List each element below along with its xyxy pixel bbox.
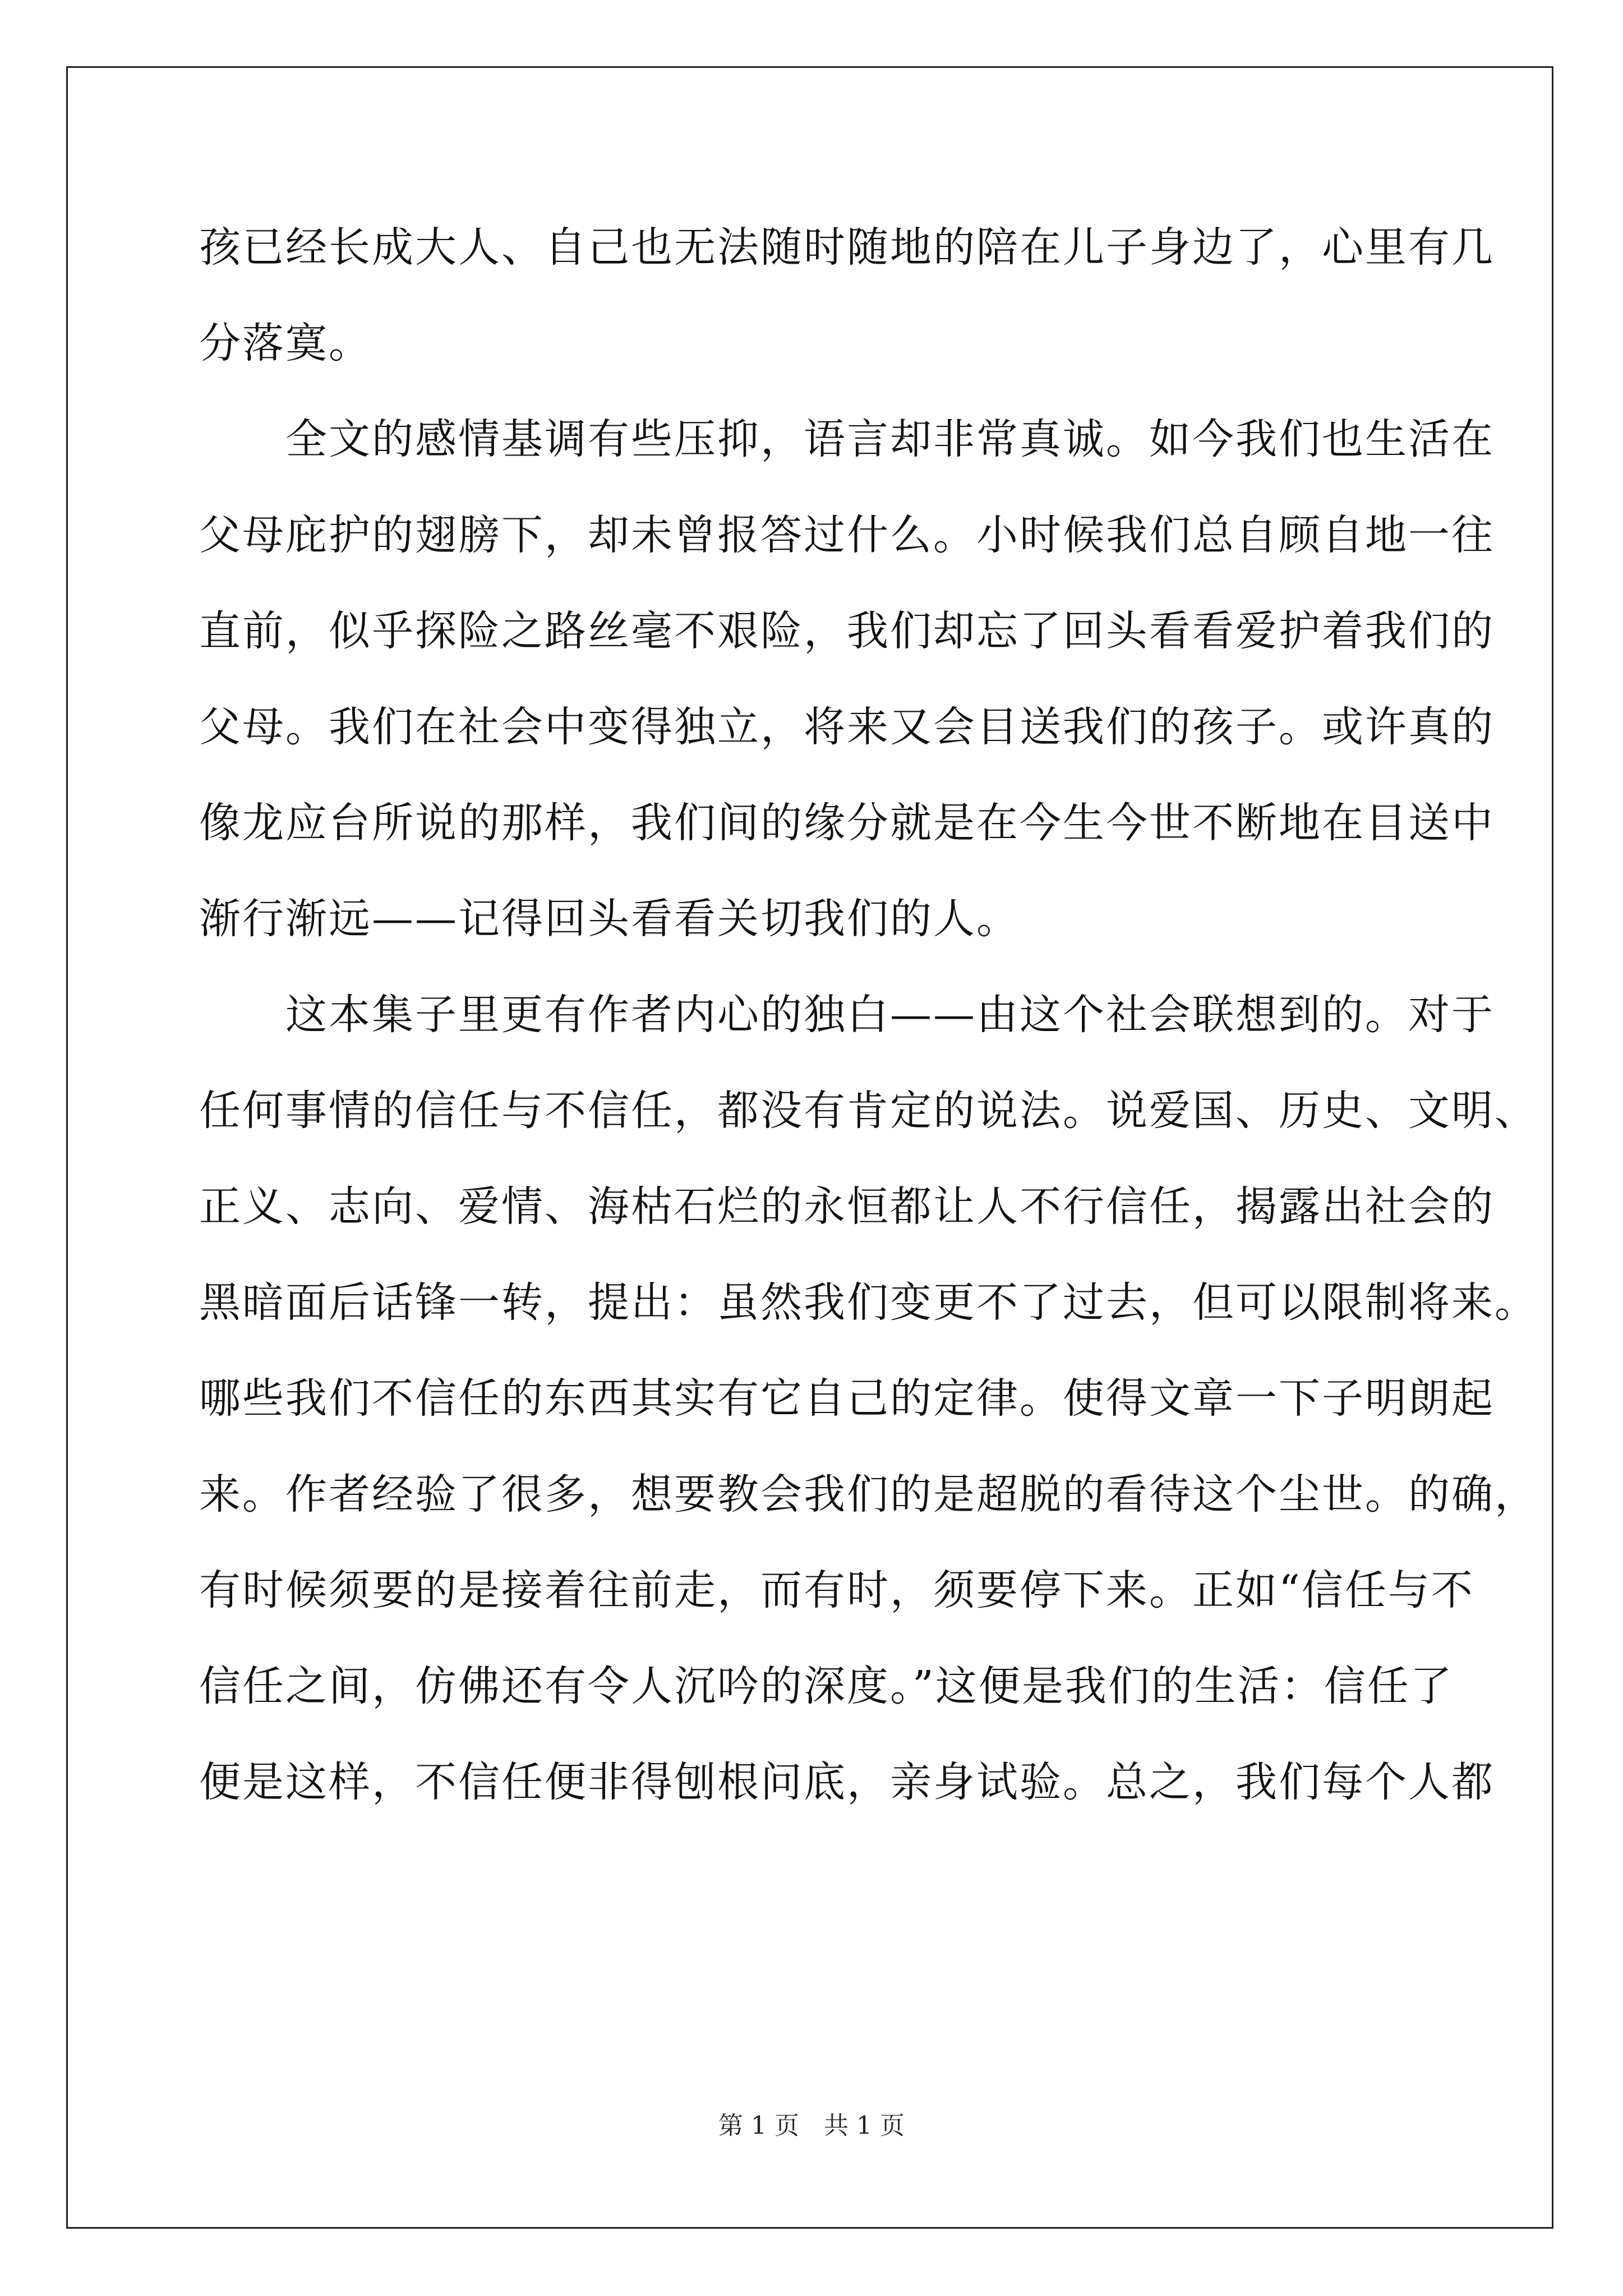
text-line: 黑暗面后话锋一转，提出：虽然我们变更不了过去，但可以限制将来。 (199, 1278, 1538, 1327)
text-line: 正义、志向、爱情、海枯石烂的永恒都让人不行信任，揭露出社会的 (199, 1182, 1495, 1231)
text-line: 直前，似乎探险之路丝毫不艰险，我们却忘了回头看看爱护着我们的 (199, 607, 1495, 655)
text-line: 任何事情的信任与不信任，都没有肯定的说法。说爱国、历史、文明、 (199, 1087, 1538, 1135)
text-line: 全文的感情基调有些压抑，语言却非常真诚。如今我们也生活在 (199, 415, 1495, 463)
text-line: 有时候须要的是接着往前走，而有时，须要停下来。正如“信任与不 (199, 1566, 1474, 1614)
text-line: 这本集子里更有作者内心的独白——由这个社会联想到的。对于 (199, 991, 1495, 1039)
text-line: 便是这样，不信任便非得刨根问底，亲身试验。总之，我们每个人都 (199, 1758, 1495, 1806)
page-footer: 第 1 页 共 1 页 (718, 2111, 905, 2140)
page-border (66, 66, 1553, 2229)
text-line: 父母庇护的翅膀下，却未曾报答过什么。小时候我们总自顾自地一往 (199, 511, 1495, 559)
text-line: 分落寞。 (199, 319, 372, 367)
text-line: 父母。我们在社会中变得独立，将来又会目送我们的孩子。或许真的 (199, 703, 1495, 751)
text-line: 像龙应台所说的那样，我们间的缘分就是在今生今世不断地在目送中 (199, 799, 1495, 847)
text-line: 来。作者经验了很多，想要教会我们的是超脱的看待这个尘世。的确， (199, 1470, 1538, 1519)
text-line: 孩已经长成大人、自己也无法随时随地的陪在儿子身边了，心里有几 (199, 223, 1495, 272)
text-line: 哪些我们不信任的东西其实有它自己的定律。使得文章一下子明朗起 (199, 1374, 1495, 1423)
text-line: 信任之间，仿佛还有令人沉吟的深度。”这便是我们的生活：信任了 (199, 1662, 1454, 1710)
text-line: 渐行渐远——记得回头看看关切我们的人。 (199, 895, 1020, 943)
